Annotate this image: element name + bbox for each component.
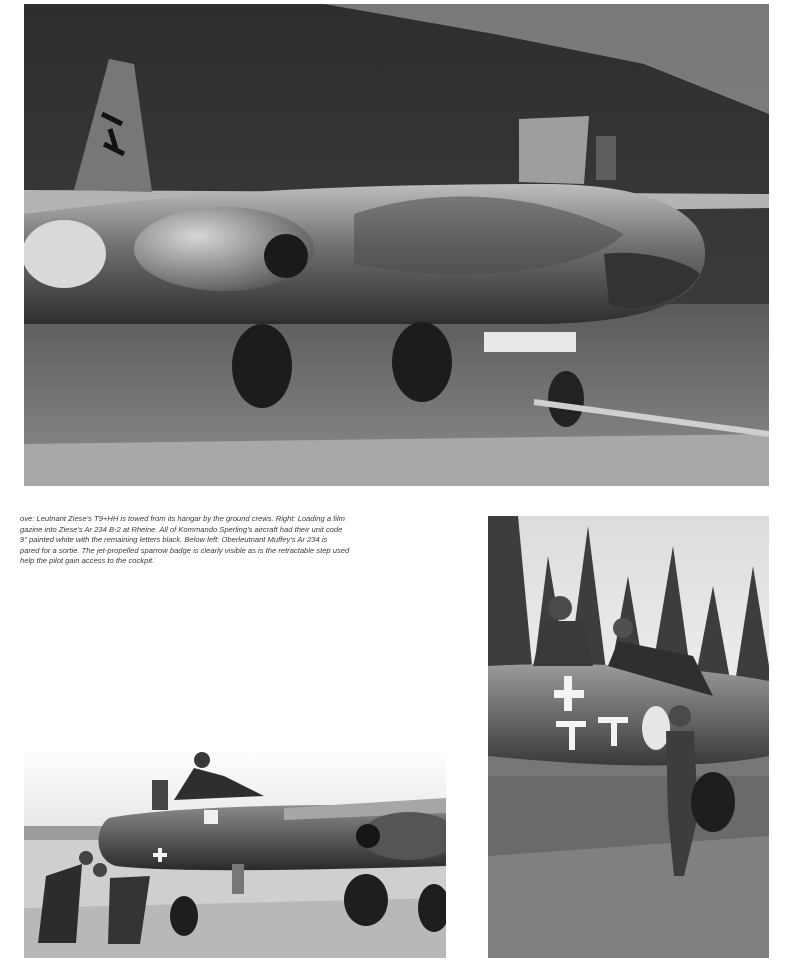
- crewman-head: [548, 596, 572, 620]
- skid-panel: [484, 332, 576, 352]
- crewman-on-wing: [533, 621, 593, 666]
- main-wheel: [691, 772, 735, 832]
- crewman-head-2: [613, 618, 633, 638]
- nose-wheel: [548, 371, 584, 427]
- retractable-step: [232, 864, 244, 894]
- periscope: [596, 136, 616, 180]
- fuselage: [488, 664, 769, 765]
- photo-aircraft-prepared-for-sortie: [24, 748, 446, 958]
- ground-crew-head-1: [79, 851, 93, 865]
- engine-intake: [356, 824, 380, 848]
- canopy-hatch: [519, 116, 589, 184]
- photo-right-drawing: [488, 516, 769, 958]
- photo-aircraft-towed-from-hangar: [24, 4, 769, 486]
- photo-bottom-left-drawing: [24, 748, 446, 958]
- canopy-hatch: [152, 780, 168, 810]
- main-wheel-left: [232, 324, 292, 408]
- left-engine-nacelle: [24, 220, 106, 288]
- standing-man-head: [669, 705, 691, 727]
- photo-caption: ove: Leutnant Ziese's T9+HH is towed from its hangar by the ground crews. Right: Loading a film gazine into Ziese's Ar 234 B-2 at Rheine. All of Kommando Sperling's aircraft had their unit code 9" painted white with the remaining letters black. Below left: Oberleutnant Muffey's Ar 234 is pared for a sortie. The jet-propelled sparrow badge is clearly visible as is the retractable step used help the pilot gain access to the cockpit.: [20, 514, 350, 566]
- photo-top-drawing: [24, 4, 769, 486]
- ground-foreground: [488, 836, 769, 958]
- photo-loading-film-magazine: [488, 516, 769, 958]
- film-magazine: [642, 706, 670, 750]
- engine-intake: [264, 234, 308, 278]
- sparrow-badge: [204, 810, 218, 824]
- main-wheel-left: [344, 874, 388, 926]
- main-wheel-right: [392, 322, 452, 402]
- pilot-head: [194, 752, 210, 768]
- nose-wheel: [170, 896, 198, 936]
- ground-crew-head-2: [93, 863, 107, 877]
